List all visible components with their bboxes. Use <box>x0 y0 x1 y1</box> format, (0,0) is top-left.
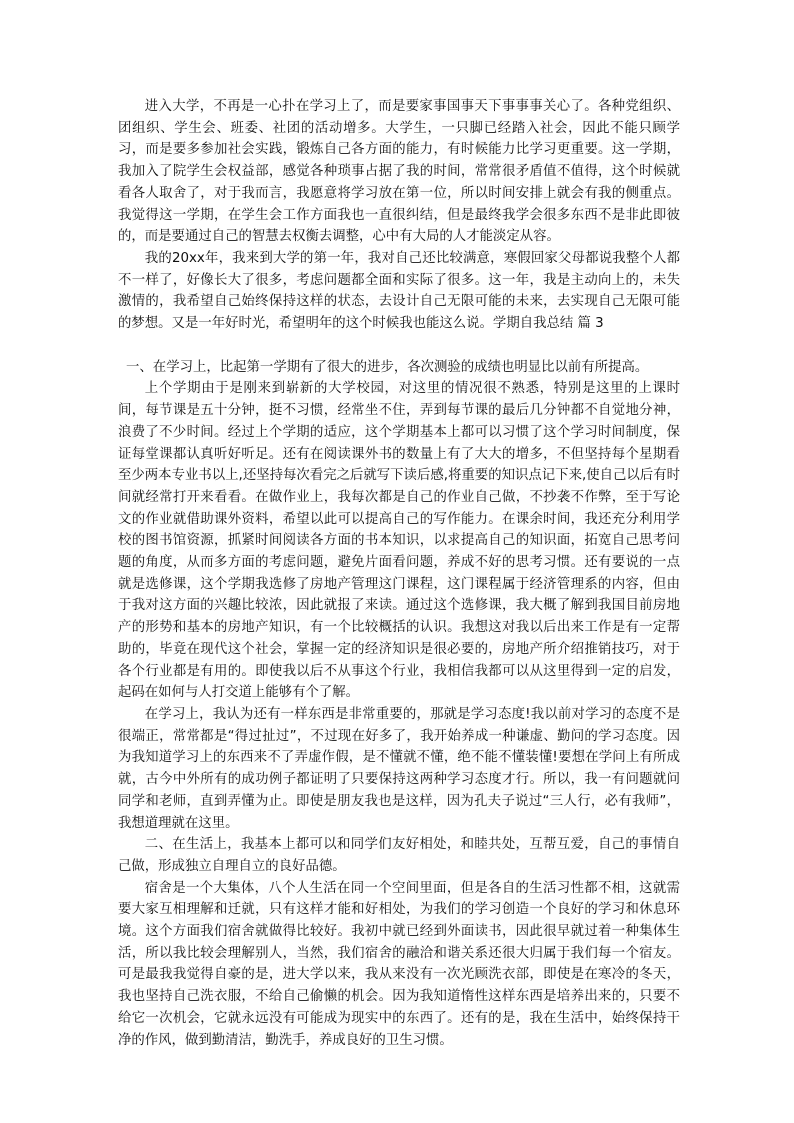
paragraph: 进入大学，不再是一心扑在学习上了，而是要家事国事天下事事事关心了。各种党组织、团组织、学生会、班委、社团的活动增多。大学生，一只脚已经踏入社会，因此不能只顾学习，而是要多参加社会实践，锻炼自己各方面的能力，有时候能力比学习更重要。这一学期，我加入了院学生会权益部，感觉各种琐事占据了我的时间，常常很矛盾值不值得，这个时候就看各人取舍了，对于我而言，我愿意将学习放在第一位，所以时间安排上就会有我的侧重点。我觉得这一学期，在学生会工作方面我也一直很纠结，但是最终我学会很多东西不是非此即彼的，而是要通过自己的智慧去权衡去调整，心中有大局的人才能淡定从容。 <box>118 99 680 245</box>
document-page <box>118 96 680 1051</box>
section-heading: 一、在学习上，比起第一学期有了很大的进步，各次测验的成绩也明显比以前有所提高。 <box>126 359 649 375</box>
paragraph: 上个学期由于是刚来到崭新的大学校园，对这里的情况很不熟悉，特别是这里的上课时间，每节课是五十分钟，挺不习惯，经常坐不住，弄到每节课的最后几分钟都不自觉地分神，浪费了不少时间。经过上个学期的适应，这个学期基本上都可以习惯了这个学习时间制度，保证每堂课都认真听好听足。还有在阅读课外书的数量上有了大大的增多，不但坚持每个星期看至少两本专业书以上,还坚持每次看完之后就写下读后感,将重要的知识点记下来,使自己以后有时间就经常打开来看看。在做作业上，我每次都是自己的作业自己做，不抄袭不作弊，至于写论文的作业就借助课外资料，希望以此可以提高自己的写作能力。在课余时间，我还充分利用学校的图书馆资源，抓紧时间阅读各方面的书本知识，以求提高自己的知识面，拓宽自己思考问题的角度，从而多方面的考虑问题，避免片面看问题，养成不好的思考习惯。还有要说的一点就是选修课，这个学期我选修了房地产管理这门课程，这门课程属于经济管理系的内容，但由于我对这方面的兴趣比较浓，因此就报了来读。通过这个选修课，我大概了解到我国目前房地产的形势和基本的房地产知识，有一个比较概括的认识。我想这对我以后出来工作是有一定帮助的，毕竟在现代这个社会，掌握一定的经济知识是很必要的，房地产所介绍推销技巧，对于各个行业都是有用的。即使我以后不从事这个行业，我相信我都可以从这里得到一定的启发，起码在如何与人打交道上能够有个了解。 <box>118 381 680 701</box>
paragraph-gap <box>118 335 680 357</box>
paragraph: 宿舍是一个大集体，八个人生活在同一个空间里面，但是各自的生活习性都不相，这就需要大家互相理解和迁就，只有这样才能和好相处，为我们的学习创造一个良好的学习和休息环境。这个方面我们宿舍就做得比较好。我初中就已经到外面读书，因此很早就过着一种集体生活，所以我比较会理解别人，当然，我们宿舍的融洽和谐关系还很大归属于我们每一个宿友。可是最我我觉得自豪的是，进大学以来，我从来没有一次光顾洗衣部，即使是在寒冷的冬天，我也坚持自己洗衣服，不给自己偷懒的机会。因为我知道惰性这样东西是培养出来的，只要不给它一次机会，它就永远没有可能成为现实中的东西了。还有的是，我在生活中，始终保持干净的作风，做到勤清洁，勤洗手，养成良好的卫生习惯。 <box>118 880 680 1048</box>
section-heading: 二、在生活上，我基本上都可以和同学们友好相处，和睦共处，互帮互爱，自己的事情自己做，形成独立自理自立的良好品德。 <box>118 837 680 874</box>
paragraph: 我的20xx年，我来到大学的第一年，我对自己还比较满意，寒假回家父母都说我整个人都不一样了，好像长大了很多，考虑问题都全面和实际了很多。这一年，我是主动向上的，未失激情的，我希望自己始终保持这样的状态，去设计自己无限可能的未来，去实现自己无限可能的梦想。又是一年好时光，希望明年的这个时候我也能这么说。学期自我总结 篇 3 <box>118 250 680 332</box>
paragraph: 在学习上，我认为还有一样东西是非常重要的，那就是学习态度!我以前对学习的态度不是很端正，常常都是“得过扯过”，不过现在好多了，我开始养成一种谦虚、勤问的学习态度。因为我知道学习上的东西来不了弄虚作假，是不懂就不懂，绝不能不懂装懂!要想在学问上有所成就，古今中外所有的成功例子都证明了只要保持这两种学习态度才行。所以，我一有问题就问同学和老师，直到弄懂为止。即使是朋友我也是这样，因为孔夫子说过“三人行，必有我师”，我想道理就在这里。 <box>118 706 680 831</box>
